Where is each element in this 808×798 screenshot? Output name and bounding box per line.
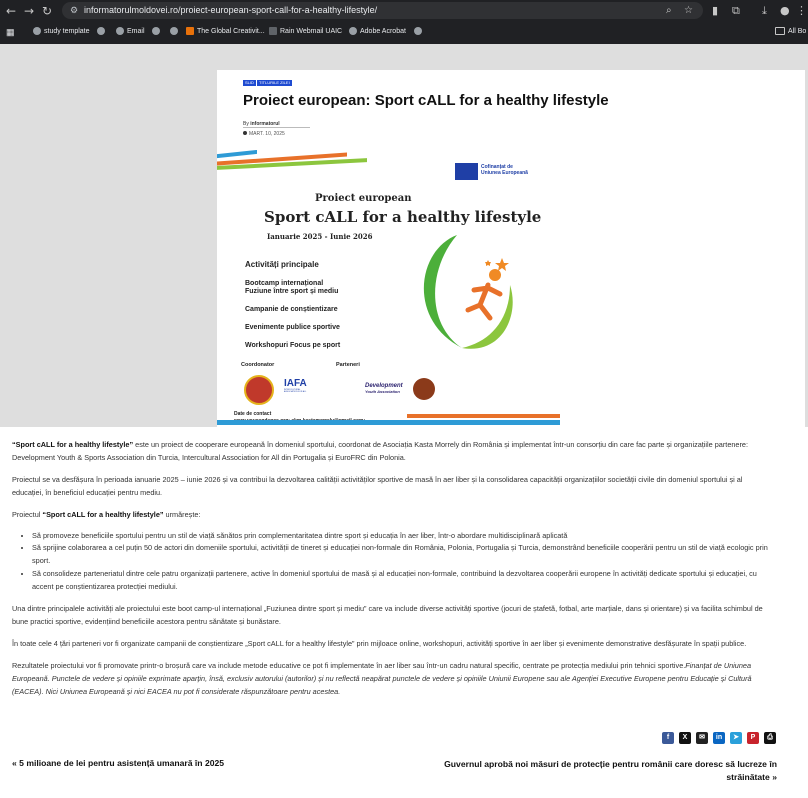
clock-icon	[243, 131, 247, 135]
previous-post-link[interactable]: « 5 milioane de lei pentru asistență umanară în 2025	[12, 758, 225, 768]
globe-icon	[116, 27, 124, 35]
reload-icon[interactable]: ↻	[42, 4, 53, 18]
download-icon[interactable]: ⤓	[762, 4, 767, 17]
divider	[243, 127, 310, 128]
decor-stripe	[217, 150, 257, 158]
byline: By informatorul	[243, 121, 280, 127]
poster-contact: Date de contact	[234, 411, 272, 417]
bookmark-rain-webmail[interactable]: Rain Webmail UAIC	[269, 26, 342, 38]
author-link[interactable]: informatorul	[250, 121, 280, 127]
poster-title: Sport cALL for a healthy lifestyle	[264, 208, 542, 226]
paragraph: Proiectul “Sport cALL for a healthy lifestyle” urmărește:	[12, 509, 201, 519]
poster-period: Ianuarie 2025 - Iunie 2026	[267, 232, 373, 241]
address-bar[interactable]	[62, 2, 703, 19]
forward-icon[interactable]: →	[24, 4, 35, 18]
all-bookmarks[interactable]: All Bo	[775, 26, 806, 38]
post-header-card	[217, 70, 805, 427]
coordinator-logo-icon	[244, 375, 274, 405]
poster-activity: Bootcamp internațional Fuziune între sport și mediu	[245, 280, 339, 295]
list-item: • Să sprijine colaborarea a cel puțin 50 de actori din domeniile sportului, activității de tineret și educației non-formale din România, Polonia, Portugalia și Turcia, demonstrând beneficiile cooperării pentru un stil de viață ecologic prin sport.	[32, 542, 772, 568]
next-post-link[interactable]: Guvernul aprobă noi măsuri de protecție pentru românii care doresc să lucreze în străinătate »	[444, 759, 777, 782]
decor-stripe	[407, 414, 560, 418]
facebook-share-icon[interactable]: f	[662, 732, 674, 744]
globe-icon	[97, 27, 105, 35]
paragraph: Proiectul se va desfășura în perioada ianuarie 2025 – iunie 2026 și va contribui la dezvoltarea calității activităților sportive de masă în aer liber și la consolidarea capacității organizațiilor societății civile din domeniul sportului și al educației, în beneficiul educației pentru mediu.	[12, 474, 743, 497]
poster-activity: Campanie de conștientizare	[245, 306, 338, 313]
telegram-share-icon[interactable]: ➤	[730, 732, 742, 744]
extensions-puzzle-icon[interactable]: ⧉	[732, 4, 740, 17]
list-item: • Să promoveze beneficiile sportului pentru un stil de viață sănătos prin complementaritatea dintre sport și educația în aer liber, într-o abordare multidisciplinară aplicată	[32, 530, 772, 543]
paragraph: În toate cele 4 țări parteneri vor fi organizate campanii de conștientizare „Sport cALL for a healthy lifestyle” prin mijloace online, workshopuri, activități sportive în aer liber și evenimente demonstrative desfășurate în spații publice.	[12, 638, 747, 648]
bookmark-unnamed-4[interactable]	[414, 26, 425, 38]
poster-activities-heading: Activități principale	[245, 260, 319, 269]
globe-icon	[152, 27, 160, 35]
development-logo: Development Youth Association	[365, 383, 403, 394]
x-share-icon[interactable]: X	[679, 732, 691, 744]
extension-icon[interactable]: ▮	[712, 4, 719, 17]
back-icon[interactable]: ←	[6, 4, 17, 18]
partner-logo-icon	[413, 378, 435, 400]
browser-chrome	[0, 0, 808, 44]
profile-icon[interactable]: ●	[780, 4, 790, 17]
post-title: Proiect european: Sport cALL for a healthy lifestyle	[243, 92, 609, 109]
bookmark-study-template[interactable]: study template	[33, 26, 90, 38]
paragraph: Una dintre principalele activități ale proiectului este boot camp-ul internațional „Fuziunea dintre sport și mediu” care va include diverse activități sportive (jocuri de ștafetă, fotbal, arte marțiale, dans și orientare) și va facilita schimbul de bune practici sportive, evidențiind beneficiile acestora pentru sănătate și bunăstare.	[12, 604, 763, 626]
menu-icon[interactable]: ⋮	[796, 4, 807, 17]
partners-label: Parteneri	[336, 362, 360, 368]
globe-icon	[33, 27, 41, 35]
paragraph: Rezultatele proiectului vor fi promovate printr-o broșură care va include metode educative ce pot fi implementate în aer liber sau într-un cadru natural specific, centrate pe protecția mediului prin tehnici sportive.Finanțat de Uniunea Europeană. Punctele de vedere și opiniile exprimate aparțin, însă, exclusiv autorului (autorilor) și nu reflectă neapărat punctele de vedere și opiniile Uniunii Europene sau ale Agenției Executive Europene pentru Educație și Cultură (EACEA). Nici Uniunea Europeană și nici EACEA nu pot fi considerate răspunzătoare pentru acestea.	[12, 660, 752, 696]
poster-subtitle: Proiect european	[315, 193, 412, 204]
folder-icon	[775, 27, 785, 35]
paragraph: “Sport cALL for a healthy lifestyle” este un proiect de cooperare europeană în domeniul sportului, coordonat de Asociația Kasta Morrely din România și implementat într-un consorțiu din care fac parte și organizațiile partenere: Development Youth & Sports Association din Turcia, Intercultural Association for All din Portugalia și EuroFRC din Polonia.	[12, 440, 749, 462]
url-text[interactable]: informatorulmoldovei.ro/proiect-european-sport-call-for-a-healthy-lifestyle/	[84, 5, 378, 15]
double-chevron-left-icon: «	[12, 758, 17, 768]
mail-icon	[269, 27, 277, 35]
category-tag[interactable]: TITLURILE ZILEI	[259, 80, 290, 85]
double-chevron-right-icon: »	[772, 772, 777, 782]
post-date: MART. 10, 2025	[243, 131, 285, 137]
bookmark-unnamed-1[interactable]	[97, 26, 108, 38]
category-tag[interactable]: SLID	[245, 80, 254, 85]
eu-flag-icon	[455, 163, 478, 180]
featured-image-poster	[217, 150, 560, 427]
zoom-search-icon[interactable]: ⌕	[666, 5, 672, 16]
email-share-icon[interactable]: ✉	[696, 732, 708, 744]
bookmark-adobe-acrobat[interactable]: Adobe Acrobat	[349, 26, 406, 38]
globe-icon	[349, 27, 357, 35]
poster-activity: Workshopuri Focus pe sport	[245, 342, 341, 349]
eu-cofunded: Cofinanțat de Uniunea Europeană	[481, 164, 528, 176]
globe-icon	[414, 27, 422, 35]
goals-list	[12, 530, 772, 595]
bookmark-email[interactable]: Email	[116, 26, 145, 38]
bookmark-global-creativity[interactable]: The Global Creativit...	[186, 26, 265, 38]
pinterest-share-icon[interactable]: P	[747, 732, 759, 744]
site-icon	[186, 27, 194, 35]
linkedin-share-icon[interactable]: in	[713, 732, 725, 744]
print-icon[interactable]: ⎙	[764, 732, 776, 744]
list-item: • Să consolideze parteneriatul dintre cele patru organizații partenere, active în domeniul sportului de masă și al educației non-formale, contribuind la dezvoltarea cooperării europene în activități dedicate sportului și educației, cu accent pe conștientizarea protecției mediului.	[32, 568, 772, 594]
iafa-logo: IAFA INTERCULTURAL ASSOCIATION FOR ALL	[284, 378, 307, 393]
article-body	[12, 439, 772, 699]
decor-stripe	[217, 420, 560, 425]
runner-logo-icon	[402, 230, 522, 360]
bookmark-star-icon[interactable]: ☆	[684, 5, 693, 16]
globe-icon	[170, 27, 178, 35]
apps-icon[interactable]: ▦	[6, 27, 15, 37]
bookmark-unnamed-2[interactable]	[152, 26, 163, 38]
coordinator-label: Coordonator	[241, 362, 275, 368]
bookmark-unnamed-3[interactable]	[170, 26, 181, 38]
site-info-icon[interactable]: ⚙	[70, 5, 79, 15]
poster-activity: Evenimente publice sportive	[245, 324, 340, 331]
